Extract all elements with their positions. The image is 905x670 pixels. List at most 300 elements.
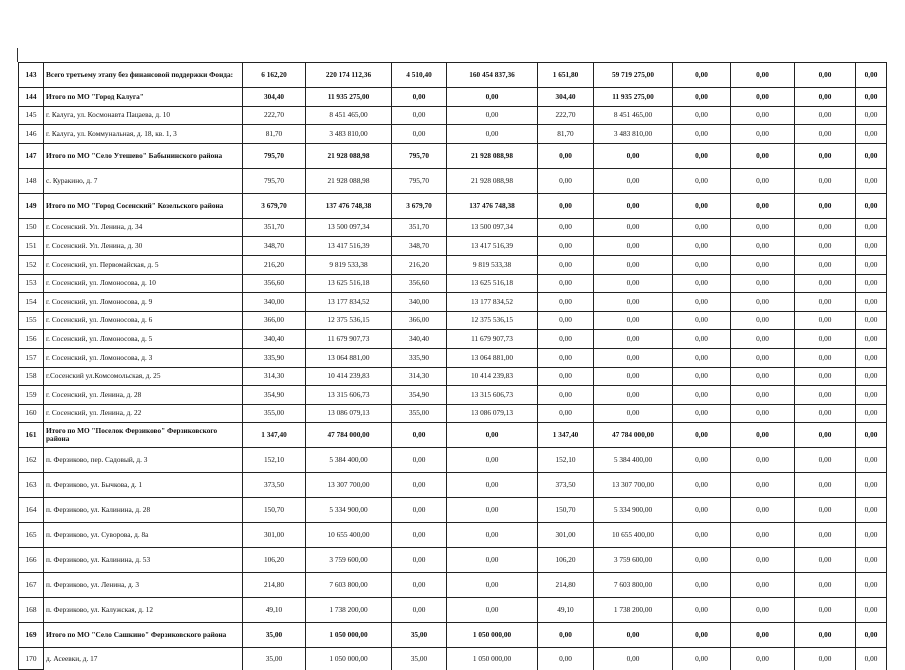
value-cell: 356,60 xyxy=(392,274,447,293)
table-row xyxy=(19,648,887,670)
row-address: с. Куракино, д. 7 xyxy=(44,168,243,193)
value-cell: 0,00 xyxy=(731,311,795,330)
value-cell: 0,00 xyxy=(731,523,795,548)
row-number: 154 xyxy=(19,293,44,312)
value-cell: 7 603 800,00 xyxy=(594,573,673,598)
value-cell: 0,00 xyxy=(795,648,856,670)
value-cell: 0,00 xyxy=(731,106,795,125)
value-cell: 3 483 810,00 xyxy=(306,125,392,144)
value-cell: 0,00 xyxy=(795,348,856,367)
value-cell: 373,50 xyxy=(243,473,306,498)
value-cell: 0,00 xyxy=(392,106,447,125)
value-cell: 47 784 000,00 xyxy=(594,423,673,448)
value-cell: 355,00 xyxy=(392,404,447,423)
table-row-total xyxy=(19,623,887,648)
value-cell: 5 384 400,00 xyxy=(306,448,392,473)
value-cell: 13 625 516,18 xyxy=(447,274,538,293)
row-address: г. Сосенский, ул. Ломоносова, д. 6 xyxy=(44,311,243,330)
value-cell: 0,00 xyxy=(673,106,731,125)
value-cell: 0,00 xyxy=(856,88,887,107)
value-cell: 137 476 748,38 xyxy=(306,193,392,218)
value-cell: 3 679,70 xyxy=(243,193,306,218)
row-number: 147 xyxy=(19,143,44,168)
value-cell: 0,00 xyxy=(673,423,731,448)
table-row-total xyxy=(19,143,887,168)
value-cell: 0,00 xyxy=(795,218,856,237)
value-cell: 0,00 xyxy=(731,623,795,648)
value-cell: 356,60 xyxy=(243,274,306,293)
value-cell: 10 414 239,83 xyxy=(447,367,538,386)
value-cell: 366,00 xyxy=(243,311,306,330)
value-cell: 0,00 xyxy=(673,573,731,598)
value-cell: 0,00 xyxy=(447,423,538,448)
value-cell: 0,00 xyxy=(856,367,887,386)
value-cell: 0,00 xyxy=(673,386,731,405)
value-cell: 11 935 275,00 xyxy=(594,88,673,107)
value-cell: 0,00 xyxy=(594,386,673,405)
value-cell: 49,10 xyxy=(243,598,306,623)
row-number: 149 xyxy=(19,193,44,218)
value-cell: 0,00 xyxy=(856,473,887,498)
value-cell: 0,00 xyxy=(538,330,594,349)
value-cell: 0,00 xyxy=(673,255,731,274)
value-cell: 3 679,70 xyxy=(392,193,447,218)
value-cell: 152,10 xyxy=(538,448,594,473)
value-cell: 0,00 xyxy=(392,548,447,573)
row-address: г. Сосенский, ул. Ленина, д. 28 xyxy=(44,386,243,405)
value-cell: 35,00 xyxy=(243,648,306,670)
value-cell: 0,00 xyxy=(795,623,856,648)
value-cell: 3 759 600,00 xyxy=(306,548,392,573)
value-cell: 150,70 xyxy=(538,498,594,523)
value-cell: 13 417 516,39 xyxy=(306,237,392,256)
value-cell: 0,00 xyxy=(856,218,887,237)
value-cell: 0,00 xyxy=(731,237,795,256)
value-cell: 0,00 xyxy=(594,274,673,293)
value-cell: 11 935 275,00 xyxy=(306,88,392,107)
value-cell: 0,00 xyxy=(731,367,795,386)
value-cell: 13 177 834,52 xyxy=(447,293,538,312)
value-cell: 0,00 xyxy=(594,237,673,256)
value-cell: 214,80 xyxy=(243,573,306,598)
row-number: 159 xyxy=(19,386,44,405)
table-row-total xyxy=(19,193,887,218)
value-cell: 6 162,20 xyxy=(243,63,306,88)
value-cell: 0,00 xyxy=(673,125,731,144)
value-cell: 0,00 xyxy=(538,143,594,168)
value-cell: 0,00 xyxy=(731,423,795,448)
row-number: 162 xyxy=(19,448,44,473)
value-cell: 0,00 xyxy=(673,598,731,623)
row-number: 148 xyxy=(19,168,44,193)
value-cell: 0,00 xyxy=(856,386,887,405)
row-number: 155 xyxy=(19,311,44,330)
value-cell: 13 500 097,34 xyxy=(447,218,538,237)
value-cell: 0,00 xyxy=(392,498,447,523)
value-cell: 49,10 xyxy=(538,598,594,623)
value-cell: 10 655 400,00 xyxy=(594,523,673,548)
value-cell: 0,00 xyxy=(594,293,673,312)
value-cell: 335,90 xyxy=(243,348,306,367)
value-cell: 304,40 xyxy=(243,88,306,107)
row-number: 170 xyxy=(19,648,44,670)
value-cell: 13 064 881,00 xyxy=(306,348,392,367)
table-row xyxy=(19,311,887,330)
value-cell: 0,00 xyxy=(538,293,594,312)
row-address: г. Сосенский, ул. Ломоносова, д. 3 xyxy=(44,348,243,367)
value-cell: 216,20 xyxy=(392,255,447,274)
value-cell: 47 784 000,00 xyxy=(306,423,392,448)
row-address: г. Сосенский. Ул. Ленина, д. 34 xyxy=(44,218,243,237)
value-cell: 222,70 xyxy=(243,106,306,125)
value-cell: 340,00 xyxy=(243,293,306,312)
row-address: п. Ферзиково, ул. Ленина, д. 3 xyxy=(44,573,243,598)
value-cell: 0,00 xyxy=(447,548,538,573)
value-cell: 0,00 xyxy=(392,125,447,144)
value-cell: 0,00 xyxy=(594,623,673,648)
value-cell: 0,00 xyxy=(856,548,887,573)
value-cell: 7 603 800,00 xyxy=(306,573,392,598)
value-cell: 0,00 xyxy=(795,293,856,312)
value-cell: 0,00 xyxy=(856,448,887,473)
value-cell: 0,00 xyxy=(856,348,887,367)
value-cell: 10 414 239,83 xyxy=(306,367,392,386)
value-cell: 0,00 xyxy=(447,573,538,598)
row-number: 146 xyxy=(19,125,44,144)
row-number: 158 xyxy=(19,367,44,386)
row-address: Итого по МО "Город Сосенский" Козельского района xyxy=(44,193,243,218)
table-row xyxy=(19,548,887,573)
value-cell: 0,00 xyxy=(795,193,856,218)
value-cell: 0,00 xyxy=(856,598,887,623)
value-cell: 301,00 xyxy=(538,523,594,548)
value-cell: 9 819 533,38 xyxy=(447,255,538,274)
value-cell: 106,20 xyxy=(243,548,306,573)
value-cell: 0,00 xyxy=(731,293,795,312)
value-cell: 0,00 xyxy=(673,193,731,218)
value-cell: 81,70 xyxy=(538,125,594,144)
value-cell: 0,00 xyxy=(731,274,795,293)
value-cell: 0,00 xyxy=(447,473,538,498)
value-cell: 1 050 000,00 xyxy=(447,623,538,648)
row-address: г. Калуга, ул. Космонавта Пацаева, д. 10 xyxy=(44,106,243,125)
value-cell: 1 050 000,00 xyxy=(306,623,392,648)
table-row xyxy=(19,448,887,473)
value-cell: 3 483 810,00 xyxy=(594,125,673,144)
value-cell: 4 510,40 xyxy=(392,63,447,88)
value-cell: 13 307 700,00 xyxy=(594,473,673,498)
value-cell: 0,00 xyxy=(795,473,856,498)
value-cell: 13 417 516,39 xyxy=(447,237,538,256)
value-cell: 0,00 xyxy=(673,311,731,330)
value-cell: 8 451 465,00 xyxy=(594,106,673,125)
value-cell: 1 738 200,00 xyxy=(306,598,392,623)
value-cell: 0,00 xyxy=(447,523,538,548)
table-row xyxy=(19,237,887,256)
value-cell: 348,70 xyxy=(392,237,447,256)
value-cell: 0,00 xyxy=(731,125,795,144)
value-cell: 0,00 xyxy=(594,648,673,670)
value-cell: 21 928 088,98 xyxy=(306,143,392,168)
value-cell: 795,70 xyxy=(243,168,306,193)
row-number: 167 xyxy=(19,573,44,598)
value-cell: 0,00 xyxy=(795,311,856,330)
value-cell: 0,00 xyxy=(673,168,731,193)
value-cell: 335,90 xyxy=(392,348,447,367)
value-cell: 366,00 xyxy=(392,311,447,330)
value-cell: 0,00 xyxy=(731,348,795,367)
table-row xyxy=(19,168,887,193)
value-cell: 0,00 xyxy=(795,237,856,256)
value-cell: 0,00 xyxy=(594,218,673,237)
value-cell: 0,00 xyxy=(731,473,795,498)
value-cell: 0,00 xyxy=(856,623,887,648)
value-cell: 0,00 xyxy=(447,106,538,125)
value-cell: 35,00 xyxy=(392,623,447,648)
value-cell: 354,90 xyxy=(392,386,447,405)
value-cell: 0,00 xyxy=(795,274,856,293)
value-cell: 0,00 xyxy=(795,598,856,623)
value-cell: 1 651,80 xyxy=(538,63,594,88)
row-address: п. Ферзиково, ул. Калинина, д. 28 xyxy=(44,498,243,523)
value-cell: 0,00 xyxy=(856,168,887,193)
row-number: 145 xyxy=(19,106,44,125)
value-cell: 0,00 xyxy=(795,367,856,386)
row-number: 166 xyxy=(19,548,44,573)
value-cell: 13 307 700,00 xyxy=(306,473,392,498)
row-address: г.Сосенский ул.Комсомольская, д. 25 xyxy=(44,367,243,386)
value-cell: 795,70 xyxy=(392,168,447,193)
row-number: 161 xyxy=(19,423,44,448)
value-cell: 351,70 xyxy=(243,218,306,237)
value-cell: 0,00 xyxy=(856,423,887,448)
value-cell: 0,00 xyxy=(538,404,594,423)
value-cell: 0,00 xyxy=(594,143,673,168)
value-cell: 0,00 xyxy=(673,330,731,349)
value-cell: 0,00 xyxy=(594,367,673,386)
value-cell: 1 050 000,00 xyxy=(306,648,392,670)
row-number: 157 xyxy=(19,348,44,367)
value-cell: 0,00 xyxy=(731,498,795,523)
value-cell: 13 177 834,52 xyxy=(306,293,392,312)
row-address: п. Ферзиково, ул. Бычкова, д. 1 xyxy=(44,473,243,498)
value-cell: 21 928 088,98 xyxy=(447,143,538,168)
value-cell: 0,00 xyxy=(447,88,538,107)
value-cell: 1 050 000,00 xyxy=(447,648,538,670)
table-row xyxy=(19,218,887,237)
table-row-total xyxy=(19,63,887,88)
value-cell: 0,00 xyxy=(795,404,856,423)
table-row xyxy=(19,404,887,423)
table-row xyxy=(19,386,887,405)
value-cell: 0,00 xyxy=(673,548,731,573)
value-cell: 0,00 xyxy=(856,404,887,423)
value-cell: 340,40 xyxy=(392,330,447,349)
value-cell: 0,00 xyxy=(673,88,731,107)
value-cell: 5 334 900,00 xyxy=(306,498,392,523)
value-cell: 9 819 533,38 xyxy=(306,255,392,274)
value-cell: 0,00 xyxy=(795,423,856,448)
row-number: 156 xyxy=(19,330,44,349)
table-row xyxy=(19,348,887,367)
value-cell: 351,70 xyxy=(392,218,447,237)
value-cell: 220 174 112,36 xyxy=(306,63,392,88)
value-cell: 0,00 xyxy=(594,330,673,349)
value-cell: 0,00 xyxy=(856,125,887,144)
value-cell: 0,00 xyxy=(795,255,856,274)
table-row xyxy=(19,255,887,274)
value-cell: 5 334 900,00 xyxy=(594,498,673,523)
value-cell: 0,00 xyxy=(392,573,447,598)
value-cell: 0,00 xyxy=(731,193,795,218)
value-cell: 355,00 xyxy=(243,404,306,423)
value-cell: 0,00 xyxy=(795,125,856,144)
value-cell: 0,00 xyxy=(673,523,731,548)
value-cell: 0,00 xyxy=(731,548,795,573)
value-cell: 0,00 xyxy=(594,311,673,330)
value-cell: 0,00 xyxy=(795,143,856,168)
value-cell: 152,10 xyxy=(243,448,306,473)
row-number: 153 xyxy=(19,274,44,293)
value-cell: 0,00 xyxy=(673,623,731,648)
value-cell: 0,00 xyxy=(392,598,447,623)
value-cell: 0,00 xyxy=(538,255,594,274)
table-body xyxy=(19,63,887,670)
value-cell: 340,00 xyxy=(392,293,447,312)
value-cell: 0,00 xyxy=(795,548,856,573)
value-cell: 216,20 xyxy=(243,255,306,274)
value-cell: 5 384 400,00 xyxy=(594,448,673,473)
value-cell: 13 500 097,34 xyxy=(306,218,392,237)
value-cell: 0,00 xyxy=(731,448,795,473)
value-cell: 0,00 xyxy=(731,404,795,423)
value-cell: 0,00 xyxy=(731,143,795,168)
row-address: г. Сосенский, ул. Ломоносова, д. 5 xyxy=(44,330,243,349)
value-cell: 795,70 xyxy=(392,143,447,168)
row-address: Всего третьему этапу без финансовой поддержки Фонда: xyxy=(44,63,243,88)
value-cell: 340,40 xyxy=(243,330,306,349)
value-cell: 304,40 xyxy=(538,88,594,107)
row-number: 168 xyxy=(19,598,44,623)
row-number: 144 xyxy=(19,88,44,107)
value-cell: 0,00 xyxy=(538,386,594,405)
value-cell: 12 375 536,15 xyxy=(447,311,538,330)
value-cell: 0,00 xyxy=(673,218,731,237)
row-address: п. Ферзиково, ул. Суворова, д. 8а xyxy=(44,523,243,548)
value-cell: 0,00 xyxy=(731,88,795,107)
value-cell: 0,00 xyxy=(673,404,731,423)
row-number: 163 xyxy=(19,473,44,498)
value-cell: 0,00 xyxy=(392,473,447,498)
value-cell: 0,00 xyxy=(538,193,594,218)
value-cell: 13 086 079,13 xyxy=(306,404,392,423)
value-cell: 0,00 xyxy=(856,330,887,349)
value-cell: 13 315 606,73 xyxy=(306,386,392,405)
value-cell: 0,00 xyxy=(673,293,731,312)
value-cell: 0,00 xyxy=(538,168,594,193)
value-cell: 0,00 xyxy=(392,88,447,107)
row-number: 169 xyxy=(19,623,44,648)
row-address: Итого по МО "Село Утешево" Бабынинского района xyxy=(44,143,243,168)
table-row xyxy=(19,498,887,523)
value-cell: 0,00 xyxy=(447,448,538,473)
value-cell: 21 928 088,98 xyxy=(447,168,538,193)
value-cell: 11 679 907,73 xyxy=(306,330,392,349)
table-row-total xyxy=(19,88,887,107)
value-cell: 373,50 xyxy=(538,473,594,498)
row-address: г. Сосенский, ул. Первомайская, д. 5 xyxy=(44,255,243,274)
value-cell: 0,00 xyxy=(538,623,594,648)
value-cell: 0,00 xyxy=(731,330,795,349)
value-cell: 11 679 907,73 xyxy=(447,330,538,349)
value-cell: 0,00 xyxy=(594,348,673,367)
value-cell: 0,00 xyxy=(673,648,731,670)
value-cell: 348,70 xyxy=(243,237,306,256)
page-left-margin-mark xyxy=(17,48,18,62)
value-cell: 0,00 xyxy=(856,311,887,330)
value-cell: 0,00 xyxy=(795,386,856,405)
value-cell: 0,00 xyxy=(447,125,538,144)
value-cell: 0,00 xyxy=(594,404,673,423)
row-address: д. Асеевки, д. 17 xyxy=(44,648,243,670)
row-address: п. Ферзиково, ул. Калужская, д. 12 xyxy=(44,598,243,623)
value-cell: 0,00 xyxy=(795,573,856,598)
value-cell: 106,20 xyxy=(538,548,594,573)
value-cell: 0,00 xyxy=(856,573,887,598)
value-cell: 0,00 xyxy=(795,63,856,88)
value-cell: 59 719 275,00 xyxy=(594,63,673,88)
value-cell: 21 928 088,98 xyxy=(306,168,392,193)
row-address: Итого по МО "Село Сашкино" Ферзиковского района xyxy=(44,623,243,648)
value-cell: 0,00 xyxy=(731,255,795,274)
value-cell: 1 738 200,00 xyxy=(594,598,673,623)
row-number: 143 xyxy=(19,63,44,88)
value-cell: 10 655 400,00 xyxy=(306,523,392,548)
row-address: п. Ферзиково, пер. Садовый, д. 3 xyxy=(44,448,243,473)
value-cell: 0,00 xyxy=(392,448,447,473)
row-address: г. Сосенский, ул. Ленина, д. 22 xyxy=(44,404,243,423)
value-cell: 0,00 xyxy=(795,523,856,548)
value-cell: 0,00 xyxy=(538,311,594,330)
value-cell: 1 347,40 xyxy=(538,423,594,448)
table-row xyxy=(19,125,887,144)
row-address: г. Сосенский, ул. Ломоносова, д. 9 xyxy=(44,293,243,312)
row-address: п. Ферзиково, ул. Калинина, д. 53 xyxy=(44,548,243,573)
value-cell: 0,00 xyxy=(856,648,887,670)
value-cell: 0,00 xyxy=(731,648,795,670)
value-cell: 222,70 xyxy=(538,106,594,125)
row-address: г. Сосенский, ул. Ломоносова, д. 10 xyxy=(44,274,243,293)
row-number: 150 xyxy=(19,218,44,237)
value-cell: 0,00 xyxy=(594,168,673,193)
value-cell: 0,00 xyxy=(673,63,731,88)
value-cell: 0,00 xyxy=(673,448,731,473)
row-address: г. Сосенский. Ул. Ленина, д. 30 xyxy=(44,237,243,256)
value-cell: 160 454 837,36 xyxy=(447,63,538,88)
value-cell: 0,00 xyxy=(856,63,887,88)
value-cell: 0,00 xyxy=(856,293,887,312)
value-cell: 0,00 xyxy=(856,106,887,125)
value-cell: 0,00 xyxy=(673,498,731,523)
value-cell: 12 375 536,15 xyxy=(306,311,392,330)
row-number: 165 xyxy=(19,523,44,548)
value-cell: 0,00 xyxy=(856,274,887,293)
value-cell: 0,00 xyxy=(673,473,731,498)
row-address: Итого по МО "Поселок Ферзиково" Ферзиковского района xyxy=(44,423,243,448)
value-cell: 150,70 xyxy=(243,498,306,523)
document-page xyxy=(18,62,886,670)
value-cell: 0,00 xyxy=(594,255,673,274)
